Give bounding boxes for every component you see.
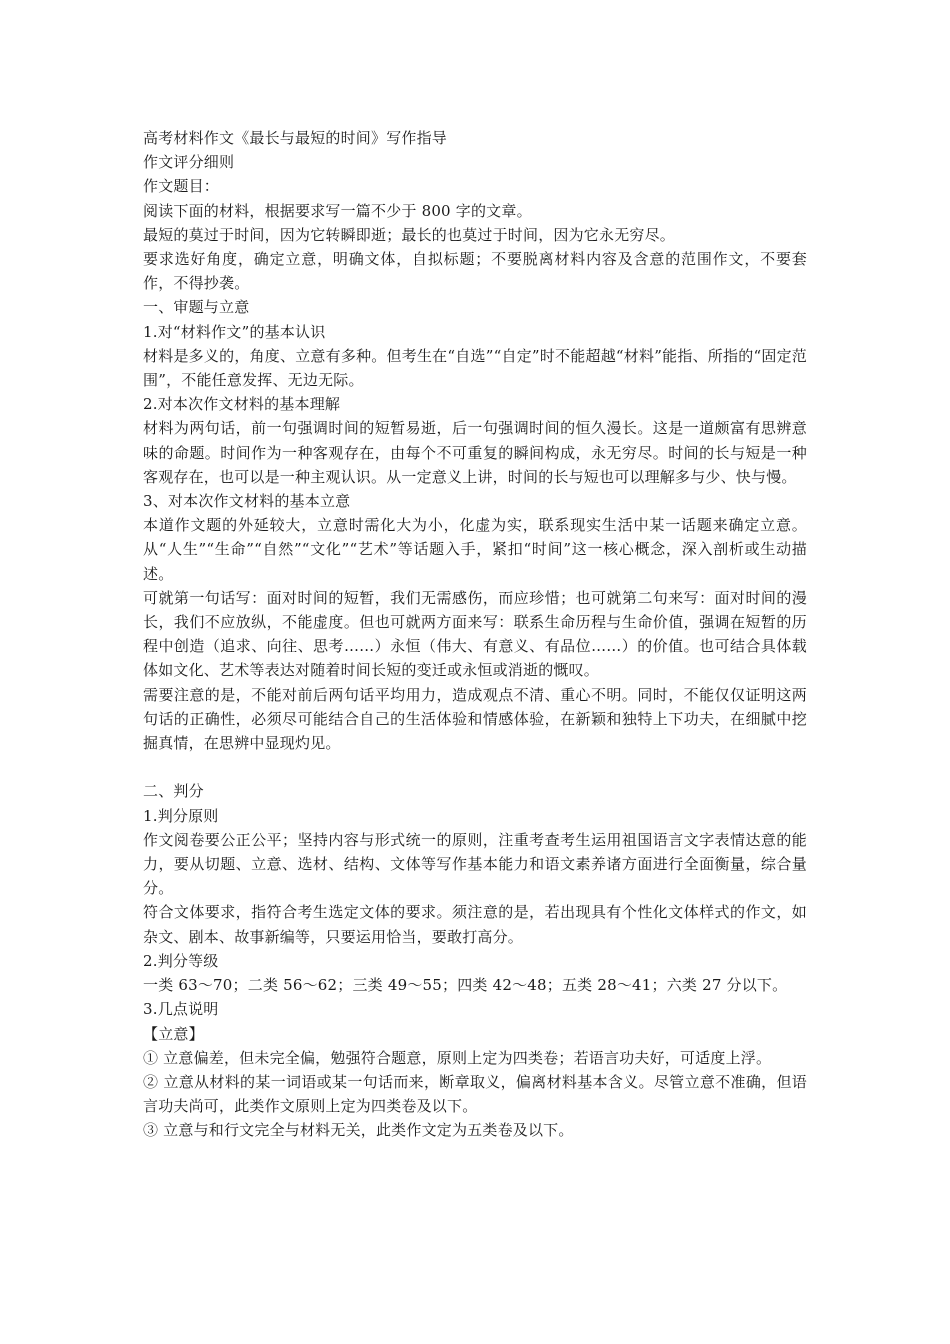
section2-sub2-heading: 2.判分等级 — [143, 951, 219, 970]
section1-sub1-heading: 1.对“材料作文”的基本认识 — [143, 322, 326, 341]
blank-line — [143, 755, 807, 779]
material-text: 最短的莫过于时间，因为它转瞬即逝；最长的也莫过于时间，因为它永无穷尽。 — [143, 225, 676, 244]
requirement-text: 要求选好角度，确定立意，明确文体，自拟标题；不要脱离材料内容及含意的范围作文，不要套作，不得抄袭。 — [143, 250, 807, 293]
section1-sub3-text3: 需要注意的是，不能对前后两句话平均用力，造成观点不清、重心不明。同时，不能仅仅证明这两句话的正确性，必须尽可能结合自己的生活体验和情感体验，在新颖和独特上下功夫，在细腻中挖掘真情，在思辨中显现灼见。 — [143, 685, 807, 753]
list-item: ③ 立意与和行文完全与材料无关，此类作文定为五类卷及以下。 — [143, 1121, 574, 1140]
topic-label: 作文题目： — [143, 177, 220, 196]
section1-sub2-heading: 2.对本次作文材料的基本理解 — [143, 395, 341, 414]
section1-sub3-text2: 可就第一句话写：面对时间的短暂，我们无需感伤，而应珍惜；也可就第二句来写：面对时间的漫长，我们不应放纵，不能虚度。但也可就两方面来写：联系生命历程与生命价值，强调在短暂的历程中创造（追求、向往、思考……）永恒（伟大、有意义、有品位……）的价值。也可结合具体载体如文化、艺术等表达对随着时间长短的变迁或永恒或消逝的慨叹。 — [143, 588, 807, 680]
section1-sub3-text1: 本道作文题的外延较大，立意时需化大为小，化虚为实，联系现实生活中某一话题来确定立意。从“人生”“生命”“自然”“文化”“艺术”等话题入手，紧扣“时间”这一核心概念，深入剖析或生动描述。 — [143, 516, 807, 583]
section1-sub1-text: 材料是多义的，角度、立意有多种。但考生在“自选”“自定”时不能超越“材料”能指、所指的“固定范围”，不能任意发挥、无边无际。 — [143, 346, 807, 390]
section2-sub1-text1: 作文阅卷要公正公平；坚持内容与形式统一的原则，注重考查考生运用祖国语言文字表情达意的能力，要从切题、立意、选材、结构、文体等写作基本能力和语文素养诸方面进行全面衡量，综合量分。 — [143, 830, 807, 898]
section2-sub3-heading: 3.几点说明 — [143, 1000, 219, 1019]
section1-sub3-heading: 3、对本次作文材料的基本立意 — [143, 492, 351, 511]
document-subtitle: 作文评分细则 — [143, 153, 235, 172]
section1-sub2-text: 材料为两句话，前一句强调时间的短暂易逝，后一句强调时间的恒久漫长。这是一道颇富有思辨意味的命题。时间作为一种客观存在，由每个不可重复的瞬间构成，永无穷尽。时间的长与短是一种客观存在，也可以是一种主观认识。从一定意义上讲，时间的长与短也可以理解多与少、快与慢。 — [143, 419, 807, 486]
document-title: 高考材料作文《最长与最短的时间》写作指导 — [143, 129, 448, 147]
section2-heading: 二、判分 — [143, 782, 204, 801]
instruction-text: 阅读下面的材料，根据要求写一篇不少于 800 字的文章。 — [143, 201, 532, 220]
section2-sub1-heading: 1.判分原则 — [143, 806, 219, 825]
section1-heading: 一、审题与立意 — [143, 298, 250, 317]
list-item: ① 立意偏差，但未完全偏，勉强符合题意，原则上定为四类卷；若语言功夫好，可适度上浮。 — [143, 1048, 772, 1067]
section2-sub1-text2: 符合文体要求，指符合考生选定文体的要求。须注意的是，若出现具有个性化文体样式的作文，如杂文、剧本、故事新编等，只要运用恰当，要敢打高分。 — [143, 903, 807, 946]
document-body — [143, 126, 807, 1143]
list-item: ② 立意从材料的某一词语或某一句话而来，断章取义，偏离材料基本含义。尽管立意不准确，但语言功夫尚可，此类作文原则上定为四类卷及以下。 — [143, 1072, 807, 1116]
bracket-heading: 【立意】 — [143, 1024, 204, 1043]
section2-sub2-text: 一类 63～70；二类 56～62；三类 49～55；四类 42～48；五类 28～41；六类 27 分以下。 — [143, 976, 788, 995]
